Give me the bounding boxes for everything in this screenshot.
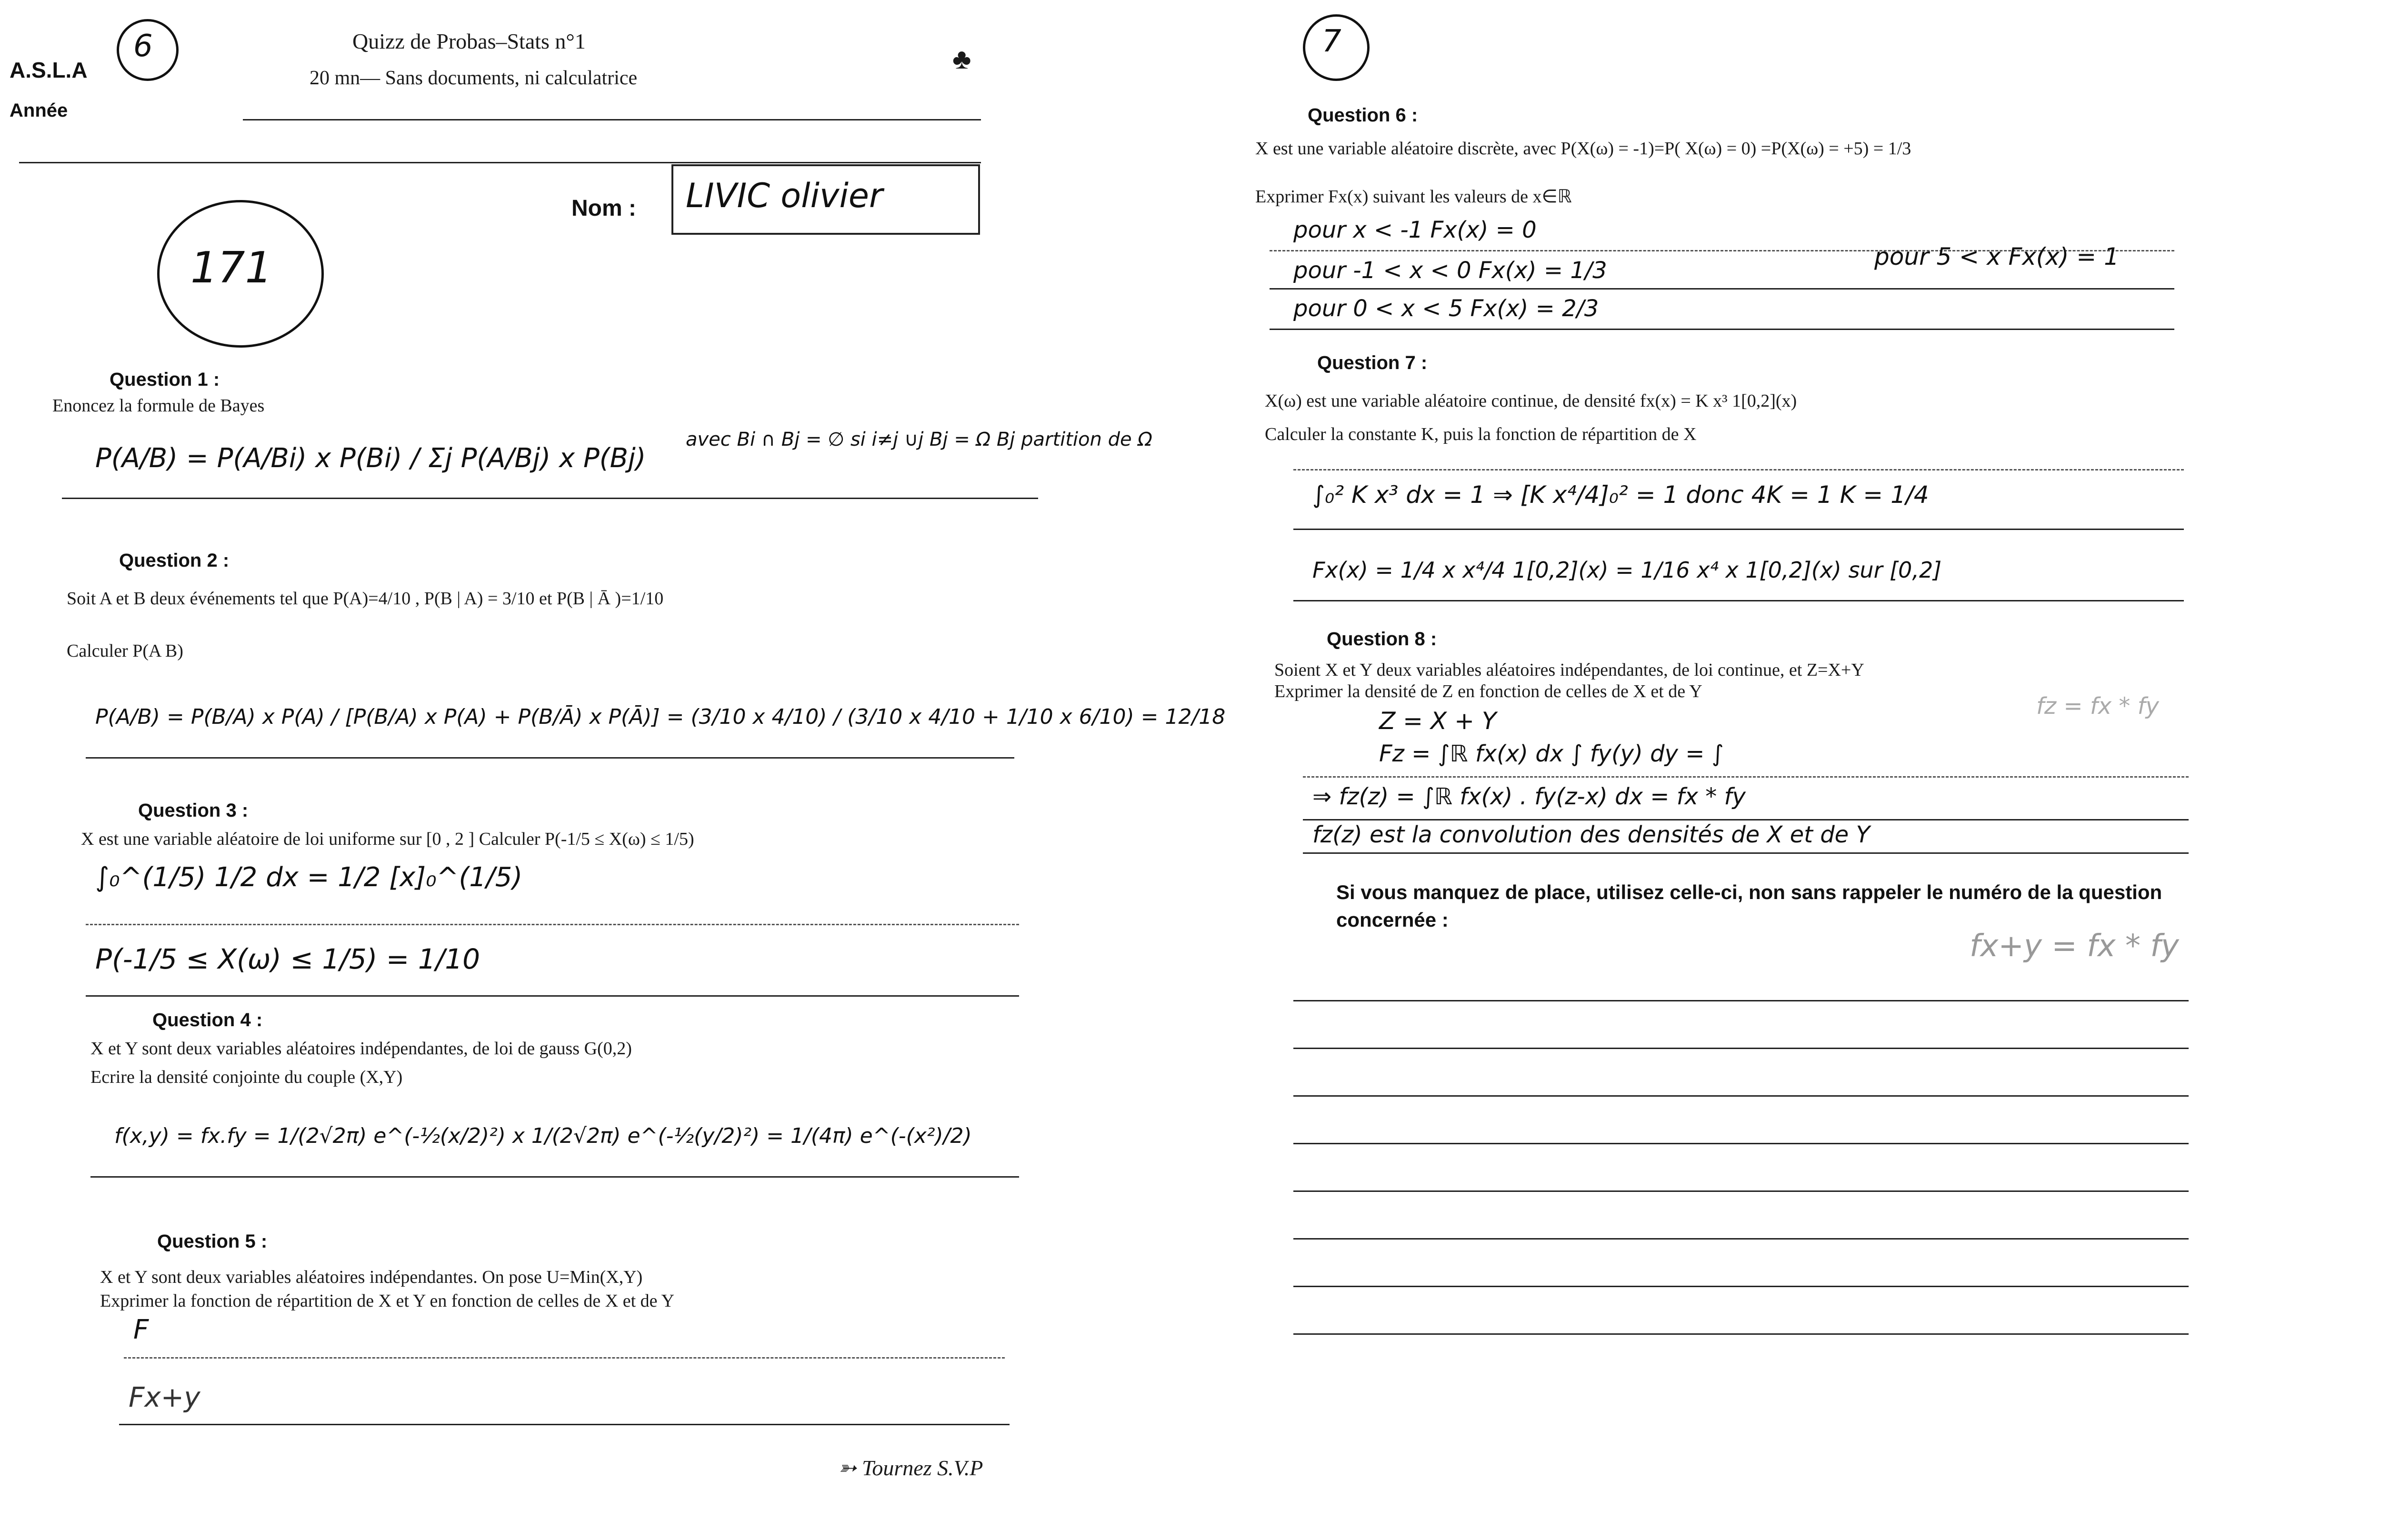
question-7-title: Question 7 : xyxy=(1317,352,1428,373)
question-6-answer-1: pour x < -1 Fx(x) = 0 xyxy=(1293,217,1537,243)
header-rule-top xyxy=(243,119,981,120)
q5-rule-2 xyxy=(119,1424,1010,1425)
quiz-subtitle: 20 mn— Sans documents, ni calculatrice xyxy=(310,67,638,89)
question-4-title: Question 4 : xyxy=(152,1010,263,1030)
question-4-answer: f(x,y) = fx.fy = 1/(2√2π) e^(-½(x/2)²) x 1/(2√2π) e^(-½(y/2)²) = 1/(4π) e^(-(x²)/2) xyxy=(114,1124,972,1148)
question-6-text: X est une variable aléatoire discrète, avec P(X(ω) = -1)=P( X(ω) = 0) =P(X(ω) = +5) = 1/3 xyxy=(1255,139,1911,159)
question-5-text: X et Y sont deux variables aléatoires indépendantes. On pose U=Min(X,Y) xyxy=(100,1267,643,1287)
q4-rule xyxy=(90,1176,1019,1178)
q3-rule-1 xyxy=(86,924,1019,925)
question-8-answer-3: ⇒ fz(z) = ∫ℝ fx(x) . fy(z-x) dx = fx * fy xyxy=(1312,783,1746,810)
question-7-answer-2: Fx(x) = 1/4 x x⁴/4 1[0,2](x) = 1/16 x⁴ x 1[0,2](x) sur [0,2] xyxy=(1312,557,1942,583)
extra-line-2 xyxy=(1293,1048,2189,1049)
extra-space-faint-note: fx+y = fx * fy xyxy=(1970,929,2179,964)
school-name: A.S.L.A xyxy=(10,58,88,82)
header-rule xyxy=(19,162,981,163)
q5-rule-1 xyxy=(124,1357,1005,1359)
question-8-answer-1: Z = X + Y xyxy=(1379,707,1497,735)
question-2-answer: P(A/B) = P(B/A) x P(A) / [P(B/A) x P(A) + P(B/Ā) x P(Ā)] = (3/10 x 4/10) / (3/10 x 4/10 + 1/10 x 6/10) = 12/18 xyxy=(95,705,1226,729)
question-8-faint-note: fz = fx * fy xyxy=(2036,693,2159,720)
question-8-answer-4: fz(z) est la convolution des densités de X et de Y xyxy=(1312,821,1870,848)
question-5-answer-2: Fx+y xyxy=(129,1381,200,1413)
question-1-title: Question 1 : xyxy=(110,369,220,390)
question-1-answer: P(A/B) = P(A/Bi) x P(Bi) / Σj P(A/Bj) x P(Bj) xyxy=(95,443,646,474)
question-6-answer-2: pour -1 < x < 0 Fx(x) = 1/3 xyxy=(1293,257,1607,284)
question-4-text2: Ecrire la densité conjointe du couple (X,Y) xyxy=(90,1067,403,1087)
q6-rule-2 xyxy=(1270,288,2174,290)
extra-line-6 xyxy=(1293,1238,2189,1240)
q3-rule-2 xyxy=(86,995,1019,997)
question-1-side-note: avec Bi ∩ Bj = ∅ si i≠j ∪j Bj = Ω Bj partition de Ω xyxy=(686,429,1152,450)
extra-line-7 xyxy=(1293,1286,2189,1287)
page-number: 6 xyxy=(133,29,153,64)
question-5-text2: Exprimer la fonction de répartition de X et Y en fonction de celles de X et de Y xyxy=(100,1291,675,1311)
question-6-answer-side: pour 5 < x Fx(x) = 1 xyxy=(1874,243,2119,270)
question-6-answer-3: pour 0 < x < 5 Fx(x) = 2/3 xyxy=(1293,295,1599,322)
q1-rule xyxy=(62,498,1038,499)
question-8-text2: Exprimer la densité de Z en fonction de celles de X et de Y xyxy=(1274,681,1702,701)
question-2-text: Soit A et B deux événements tel que P(A)=4/10 , P(B | A) = 3/10 et P(B | Ā )=1/10 xyxy=(67,589,664,609)
right-page xyxy=(1208,0,2381,1540)
question-6-title: Question 6 : xyxy=(1308,105,1418,126)
club-suit-icon: ♣ xyxy=(952,43,971,75)
q7-rule-3 xyxy=(1293,600,2184,601)
question-7-answer-1: ∫₀² K x³ dx = 1 ⇒ [K x⁴/4]₀² = 1 donc 4K = 1 K = 1/4 xyxy=(1312,481,1929,509)
question-2-text2: Calculer P(A B) xyxy=(67,641,183,661)
question-3-answer-2: P(-1/5 ≤ X(ω) ≤ 1/5) = 1/10 xyxy=(95,943,480,975)
extra-space-instruction: Si vous manquez de place, utilisez celle-ci, non sans rappeler le numéro de la question concernée : xyxy=(1336,881,2162,931)
extra-line-8 xyxy=(1293,1333,2189,1335)
turn-page-note: ➳ Tournez S.V.P xyxy=(838,1456,983,1480)
q8-rule-2 xyxy=(1303,819,2189,820)
q7-rule-1 xyxy=(1293,469,2184,470)
question-3-text: X est une variable aléatoire de loi uniforme sur [0 , 2 ] Calculer P(-1/5 ≤ X(ω) ≤ 1/5) xyxy=(81,829,694,849)
quiz-title: Quizz de Probas–Stats n°1 xyxy=(352,29,586,53)
question-1-text: Enoncez la formule de Bayes xyxy=(52,396,265,416)
extra-line-3 xyxy=(1293,1095,2189,1097)
student-number: 171 xyxy=(190,243,272,293)
q7-rule-2 xyxy=(1293,529,2184,530)
question-8-answer-2: Fz = ∫ℝ fx(x) dx ∫ fy(y) dy = ∫ xyxy=(1379,740,1724,767)
question-2-title: Question 2 : xyxy=(119,550,230,571)
q6-rule-3 xyxy=(1270,329,2174,330)
question-3-title: Question 3 : xyxy=(138,800,249,821)
question-6-text2: Exprimer Fx(x) suivant les valeurs de x∈ℝ xyxy=(1255,187,1572,207)
question-5-answer: F xyxy=(133,1314,149,1345)
extra-line-5 xyxy=(1293,1190,2189,1192)
school-year: Année xyxy=(10,100,68,121)
extra-line-1 xyxy=(1293,1000,2189,1001)
name-label: Nom : xyxy=(571,196,636,221)
question-7-text2: Calculer la constante K, puis la fonction de répartition de X xyxy=(1265,424,1697,444)
question-3-answer-1: ∫₀^(1/5) 1/2 dx = 1/2 [x]₀^(1/5) xyxy=(95,862,523,893)
q8-rule-1 xyxy=(1303,776,2189,778)
question-5-title: Question 5 : xyxy=(157,1231,268,1252)
question-4-text: X et Y sont deux variables aléatoires indépendantes, de loi de gauss G(0,2) xyxy=(90,1039,632,1059)
question-8-text: Soient X et Y deux variables aléatoires indépendantes, de loi continue, et Z=X+Y xyxy=(1274,660,1864,680)
question-7-text: X(ω) est une variable aléatoire continue, de densité fx(x) = K x³ 1[0,2](x) xyxy=(1265,391,1797,411)
q8-rule-3 xyxy=(1303,852,2189,854)
page-number-right: 7 xyxy=(1322,24,1341,59)
q2-rule xyxy=(86,757,1014,759)
question-8-title: Question 8 : xyxy=(1327,629,1437,650)
extra-line-4 xyxy=(1293,1143,2189,1144)
name-value: LIVIC olivier xyxy=(686,176,883,215)
